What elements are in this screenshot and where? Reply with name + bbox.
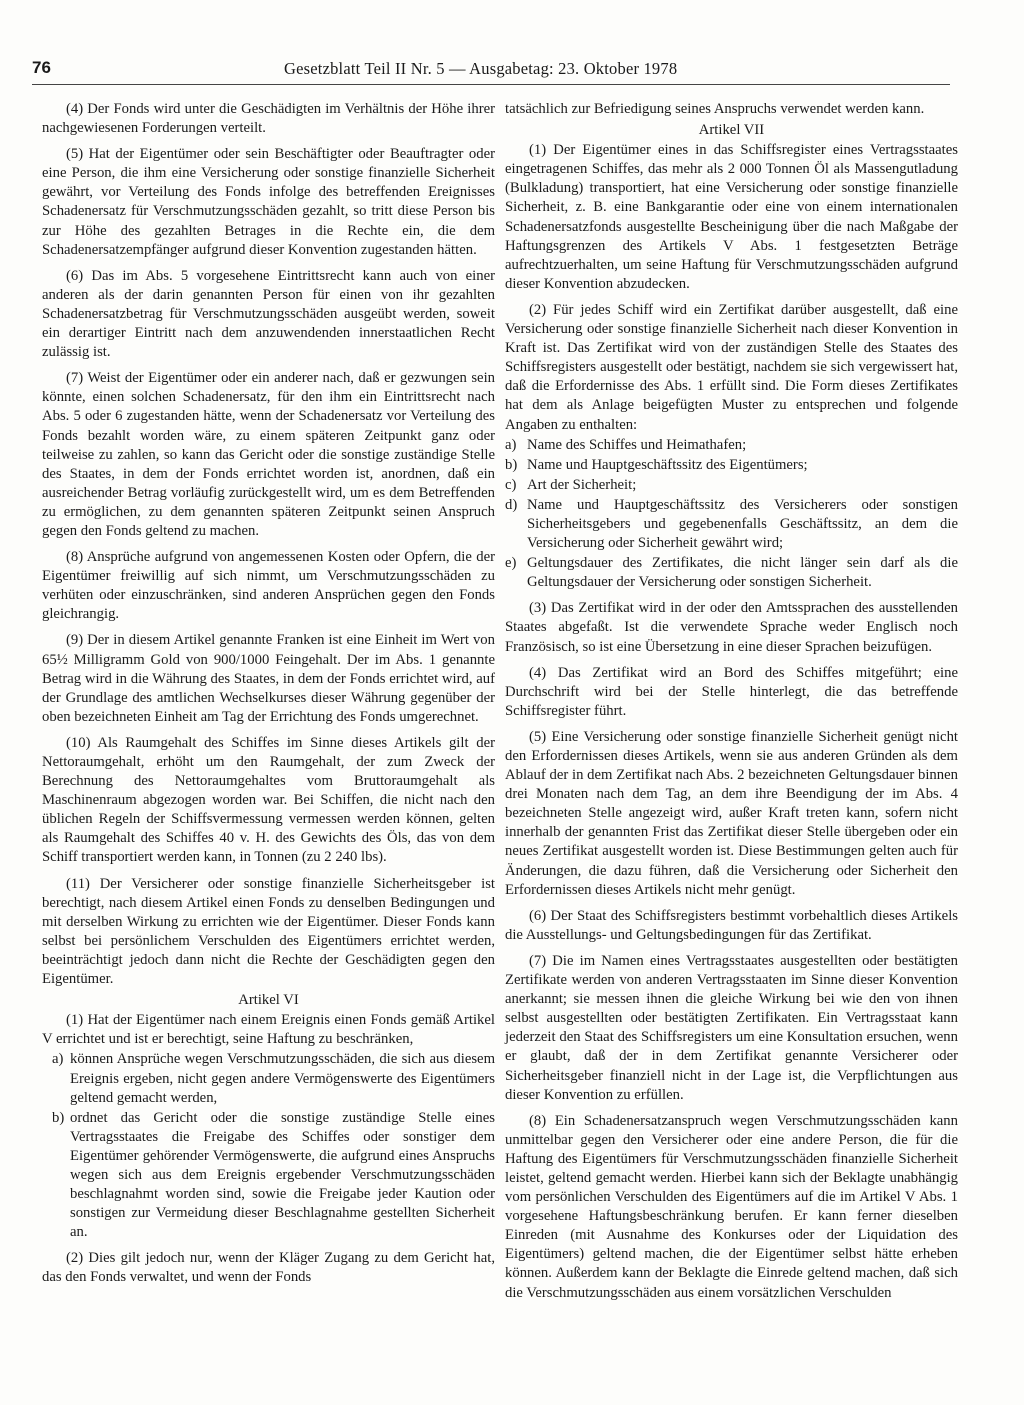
list-item [505,436,958,455]
list-item-label: e) [505,555,517,572]
list-item-text: Name und Hauptgeschäftssitz des Versicherers oder sonstigen Sicherheitsgebers und gegebenenfalls Geschäftssitz, an dem die Versicherung oder Sicherheit gewährt wird; [527,496,958,552]
right-column [505,100,958,1310]
list-item-text: Art der Sicherheit; [527,476,637,493]
paragraph-art5-11: (11) Der Versicherer oder sonstige finanzielle Sicherheitsgeber ist berechtigt, nach diesem Artikel einen Fonds zu denselben Bedingungen und mit derselben Wirkung zu errichten wie der Eigentümer. Dieser Fonds kann selbst bei persönlichem Verschulden des Eigentümers errichtet werden, beeinträchtigt jedoch dann nicht die Rechte der Geschädigten gegen den Eigentümer. [42,875,495,988]
page-header [32,58,950,82]
article-heading-vii: Artikel VII [698,122,765,139]
paragraph-art7-7: (7) Die im Namen eines Vertragsstaates ausgestellten oder bestätigten Zertifikate werden von anderen Vertragsstaaten im Sinne dieser Konvention anerkannt; sie messen ihnen die gleiche Wirkung bei wie den von ihnen selbst ausgestellten oder bestätigten Zertifikaten. Ein Vertragsstaat kann jederzeit den Staat des Schiffsregisters um eine Konsultation ersuchen, wenn er glaubt, daß der in dem Zertifikat genannte Versicherer oder Sicherheitsgeber finanziell nicht in der Lage ist, die Verpflichtungen aus dieser Konvention zu erfüllen. [505,952,958,1103]
page-number: 76 [32,58,51,77]
paragraph-art5-6: (6) Das im Abs. 5 vorgesehene Eintrittsrecht kann auch von einer anderen als der darin genannten Person für einen von ihr gezahlten Schadenersatzbetrag für Verschmutzungsschäden ausgeübt werden, soweit ein derartiger Eintritt nach dem anzuwendenden innerstaatlichen Recht zulässig ist. [42,267,495,361]
list-item [42,1050,495,1107]
list-item-label: a) [505,436,517,453]
list-item-label: d) [505,496,518,513]
paragraph-art5-8: (8) Ansprüche aufgrund von angemessenen Kosten oder Opfern, die der Eigentümer freiwillig auf sich nimmt, um Verschmutzungsschäden zu verhüten oder einzuschränken, sind anderen Ansprüchen gegen den Fonds gleichrangig. [42,549,495,623]
header-rule [32,84,950,85]
paragraph-art5-9: (9) Der in diesem Artikel genannte Franken ist eine Einheit im Wert von 65½ Milligramm Gold von 900/1000 Feingehalt. Der im Abs. 1 genannte Betrag wird in die Währung des Staates, in dem der Fonds errichtet wird, auf der Grundlage des amtlichen Wechselkurses dieser Währung gegenüber der oben bezeichneten Einheit am Tag der Errichtung des Fonds umgerechnet. [42,632,495,725]
list-item [505,496,958,553]
running-title: Gesetzblatt Teil II Nr. 5 — Ausgabetag: 23. Oktober 1978 [284,59,678,78]
paragraph-art7-8: (8) Ein Schadenersatzanspruch wegen Verschmutzungsschäden kann unmittelbar gegen den Versicherer oder eine andere Person, die für die Haftung des Eigentümers für Verschmutzungsschäden finanzielle Sicherheit leistet, geltend gemacht werden. Hierbei kann sich der Beklagte unabhängig vom persönlichen Verschulden des Eigentümers auf die im Artikel V Abs. 1 vorgesehene Haftungsbeschränkung berufen. Er kann ferner dieselben Einreden (mit Ausnahme des Konkurses oder der Liquidation des Eigentümers) geltend machen, die der Eigentümer selbst hätte erheben können. Außerdem kann der Beklagte die Einrede geltend machen, daß sich die Verschmutzungsschäden aus einem vorsätzlichen Verschulden [505,1112,958,1301]
paragraph-art6-1: (1) Hat der Eigentümer nach einem Ereignis einen Fonds gemäß Artikel V errichtet und ist er berechtigt, seine Haftung zu beschränken, [42,1012,495,1048]
list-item [42,1109,495,1243]
list-item [505,476,958,495]
paragraph-art7-3: (3) Das Zertifikat wird in der oder den Amtssprachen des ausstellenden Staates abgefaßt. Ist die verwendete Sprache weder Englisch noch Französisch, so ist eine Übersetzung in eine dieser Sprachen beizufügen. [505,600,958,655]
list-item-text: Geltungsdauer des Zertifikates, die nicht länger sein darf als die Geltungsdauer der Versicherung oder sonstigen Sicherheit. [527,555,958,591]
paragraph-art7-5: (5) Eine Versicherung oder sonstige finanzielle Sicherheit genügt nicht den Erfordernissen dieses Artikels, wenn sie aus anderen Gründen als dem Ablauf der in dem Zertifikat nach Abs. 2 bezeichneten Geltungsdauer binnen drei Monaten nach dem Tag, an dem ihre Beendigung der im Abs. 4 bezeichneten Stelle angezeigt wird, außer Kraft treten kann, sofern nicht innerhalb der genannten Frist das Zertifikat dieser Stelle übergeben oder ein neues Zertifikat ausgestellt worden ist. Diese Bestimmungen gelten auch für Änderungen, die dazu führen, daß die Versicherung oder Sicherheit den Erfordernissen dieses Artikels nicht mehr genügt. [505,728,958,898]
list-item-label: a) [52,1051,64,1068]
list-item-text: Name des Schiffes und Heimathafen; [527,436,747,453]
paragraph-art5-10: (10) Als Raumgehalt des Schiffes im Sinne dieses Artikels gilt der Nettoraumgehalt, erhöht um den Raumgehalt, der zum Zweck der Berechnung des Nettoraumgehaltes vom Bruttoraumgehalt als Maschinenraum abgezogen worden war. Bei Schiffen, die nicht nach den üblichen Regeln der Schiffsvermessung vermessen werden können, gelten als Raumgehalt des Schiffes 40 v. H. des Gewichts des Öls, das von dem Schiff transportiert werden kann, in Tonnen (zu 2 240 lbs). [42,734,495,866]
list-item-text: können Ansprüche wegen Verschmutzungsschäden, die sich aus diesem Ereignis ergeben, nicht gegen andere Vermögenswerte des Eigentümers geltend gemacht werden, [70,1051,495,1106]
paragraph-art5-4: (4) Der Fonds wird unter die Geschädigten im Verhältnis der Höhe ihrer nachgewiesenen Forderungen verteilt. [42,101,495,137]
list-item-text: ordnet das Gericht oder die sonstige zuständige Stelle eines Vertragsstaates die Freigabe des Schiffes oder sonstiger dem Eigentümer gehörender Vermögenswerte, die aufgrund eines Anspruchs wegen sich aus dem Ereignis ergebender Verschmutzungsschäden beschlagnahmt worden sind, sowie die Freigabe jeder Kaution oder sonstigen zur Vermeidung dieser Beschlagnahme gestellten Sicherheit an. [70,1109,495,1241]
paragraph-art6-2-continued: tatsächlich zur Befriedigung seines Anspruchs verwendet werden kann. [505,101,925,117]
paragraph-art5-5: (5) Hat der Eigentümer oder sein Beschäftigter oder Beauftragter oder eine Person, die ihm eine Versicherung oder sonstige finanzielle Sicherheit gewährt, vor Verteilung des Fonds infolge des betreffenden Ereignisses Schadenersatz für Verschmutzungsschäden gezahlt, so tritt diese Person bis zur Höhe des gezahlten Betrages in die Rechte ein, die dem Schadenersatzempfänger aufgrund dieser Konvention zugestanden hätten. [42,146,495,258]
list-item-label: c) [505,476,517,493]
list-item [505,554,958,592]
paragraph-art7-6: (6) Der Staat des Schiffsregisters bestimmt vorbehaltlich dieses Artikels die Ausstellungs- und Geltungsbedingungen für das Zertifikat. [505,907,958,943]
paragraph-art7-4: (4) Das Zertifikat wird an Bord des Schiffes mitgeführt; eine Durchschrift wird bei der Stelle hinterlegt, die das betreffende Schiffsregister führt. [505,664,958,719]
left-column [42,100,495,1295]
paragraph-art6-2: (2) Dies gilt jedoch nur, wenn der Kläger Zugang zu dem Gericht hat, das den Fonds verwaltet, und wenn der Fonds [42,1250,495,1286]
list-item [505,456,958,475]
paragraph-art7-2: (2) Für jedes Schiff wird ein Zertifikat darüber ausgestellt, daß eine Versicherung oder sonstige finanzielle Sicherheit nach dieser Konvention in Kraft ist. Das Zertifikat wird von der zuständigen Stelle des Staates des Schiffsregisters ausgestellt oder bestätigt, nachdem sie sich vergewissert hat, daß die Erfordernisse des Abs. 1 erfüllt sind. Die Form dieses Zertifikates hat dem als Anlage beigefügten Muster zu entsprechen und folgende Angaben zu enthalten: [505,301,958,433]
list-item-label: b) [505,456,518,473]
list-item-label: b) [52,1109,65,1126]
paragraph-art7-1: (1) Der Eigentümer eines in das Schiffsregister eines Vertragsstaates eingetragenen Schiffes, das mehr als 2 000 Tonnen Öl als Massengutladung (Bulkladung) transportiert, hat eine Versicherung oder sonstige finanzielle Sicherheit, z. B. eine Bankgarantie oder eine von einem internationalen Schadenersatzfonds ausgestellte Bescheinigung über die nach Maßgabe der Haftungsgrenzen des Artikels V Abs. 1 festgesetzten Beträge aufrechtzuerhalten, um seine Haftung für Verschmutzungsschäden aufgrund dieser Konvention abzudecken. [505,142,958,292]
paragraph-art5-7: (7) Weist der Eigentümer oder ein anderer nach, daß er gezwungen sein könnte, einen solchen Schadenersatz, für den ihm ein Eintrittsrecht nach Abs. 5 oder 6 zugestanden hätte, wenn der Schadenersatz vor Verteilung des Fonds bezahlt worden wäre, zu einem späteren Zeitpunkt ganz oder teilweise zu zahlen, so kann das Gericht oder die sonstige zuständige Stelle des Staates, in dem der Fonds errichtet worden ist, anordnen, daß ein ausreichender Betrag vorläufig zurückgestellt wird, um es dem Betreffenden zu ermöglichen, zu dem genannten späteren Zeitpunkt seinen Anspruch gegen den Fonds geltend zu machen. [42,370,495,539]
article-heading-vi: Artikel VI [238,992,299,1009]
list-item-text: Name und Hauptgeschäftssitz des Eigentümers; [527,456,808,473]
